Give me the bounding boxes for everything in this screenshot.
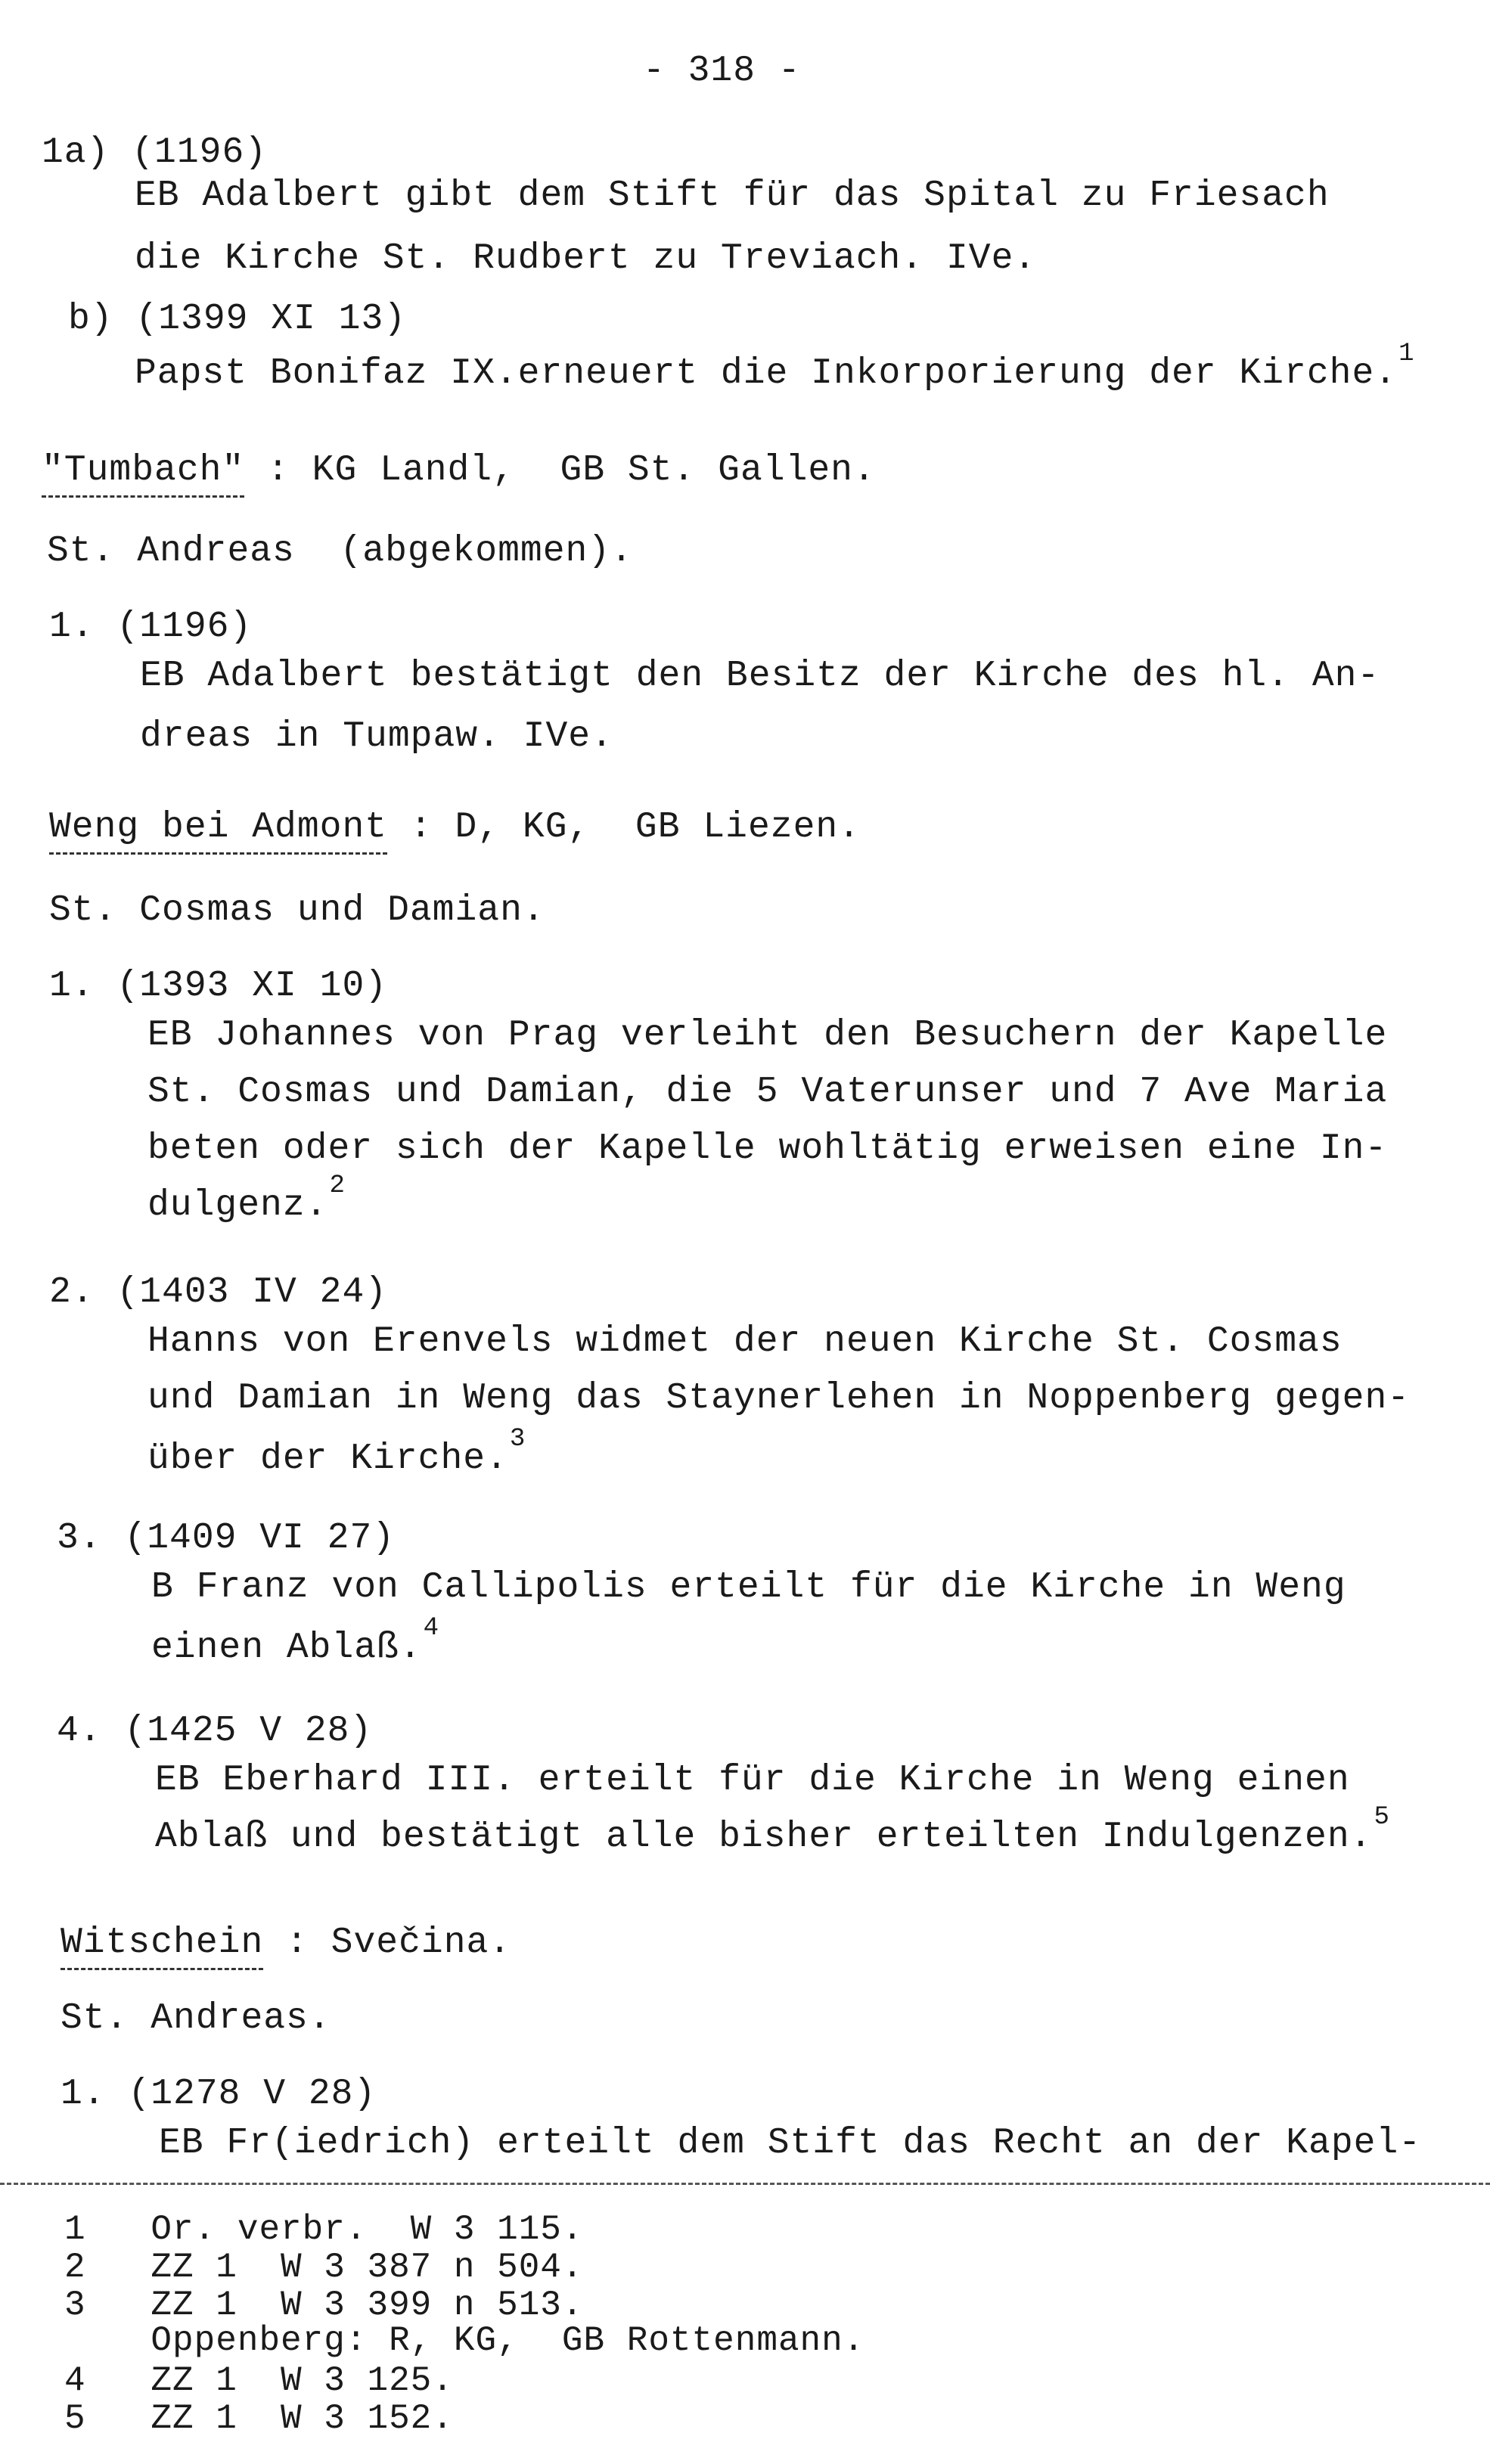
place-heading: Weng bei Admont : D, KG, GB Liezen. [49, 809, 861, 846]
entry-text-line: B Franz von Callipolis erteilt für die Kirche in Weng [151, 1567, 1346, 1608]
saint-heading: St. Andreas (abgekommen). [47, 531, 633, 572]
entry-text-line: dulgenz.$^2$ [147, 1171, 346, 1226]
page-number: - 318 - [643, 51, 801, 92]
entry-1a-text-line: die Kirche St. Rudbert zu Treviach. IVe. [135, 238, 1037, 279]
entry-text-line: EB Johannes von Prag verleiht den Besuchern der Kapelle [147, 1015, 1388, 1056]
entry-text-line: EB Eberhard III. erteilt für die Kirche in Weng einen [155, 1760, 1350, 1801]
footnote-ref: 1 [1398, 340, 1415, 368]
entry-text-line: Hanns von Erenvels widmet der neuen Kirche St. Cosmas [147, 1321, 1343, 1362]
place-name: Weng bei Admont [49, 807, 387, 855]
entry-text-line: und Damian in Weng das Staynerlehen in Noppenberg gegen- [147, 1378, 1411, 1419]
entry-text-line: einen Ablaß.$^4$ [151, 1614, 440, 1668]
footnote-ref: 2 [329, 1171, 346, 1200]
place-name: "Tumbach" [42, 450, 244, 498]
footnote-ref: 4 [423, 1614, 440, 1643]
footnote-separator [0, 2183, 1490, 2185]
saint-heading: St. Andreas. [61, 1998, 331, 2039]
footnote: 5 ZZ 1 W 3 152. [64, 2399, 454, 2438]
entry-heading: 1. (1393 XI 10) [49, 966, 388, 1007]
entry-heading: 2. (1403 IV 24) [49, 1272, 388, 1313]
footnote: 2 ZZ 1 W 3 387 n 504. [64, 2248, 584, 2287]
entry-heading: 3. (1409 VI 27) [57, 1518, 396, 1559]
place-heading: "Tumbach" : KG Landl, GB St. Gallen. [42, 452, 876, 489]
entry-text-line: beten oder sich der Kapelle wohltätig erweisen eine In- [147, 1128, 1388, 1169]
footnote: 3 ZZ 1 W 3 399 n 513. [64, 2286, 584, 2325]
entry-text-line: dreas in Tumpaw. IVe. [140, 716, 613, 757]
footnote-continuation: Oppenberg: R, KG, GB Rottenmann. [64, 2321, 865, 2360]
entry-text-line: über der Kirche.$^3$ [147, 1425, 526, 1479]
footnote-ref: 5 [1374, 1803, 1390, 1832]
place-heading: Witschein : Svečina. [61, 1925, 511, 1961]
entry-heading: 1. (1196) [49, 607, 253, 647]
entry-heading: 4. (1425 V 28) [57, 1711, 373, 1752]
place-name: Witschein [61, 1922, 263, 1970]
entry-text-line: EB Adalbert bestätigt den Besitz der Kirche des hl. An- [140, 656, 1380, 697]
footnote: 1 Or. verbr. W 3 115. [64, 2210, 584, 2249]
footnote: 4 ZZ 1 W 3 125. [64, 2361, 454, 2400]
entry-heading: 1. (1278 V 28) [61, 2074, 377, 2115]
entry-1b-heading: b) (1399 XI 13) [68, 299, 407, 340]
entry-text-line: EB Fr(iedrich) erteilt dem Stift das Recht an der Kapel- [159, 2123, 1422, 2164]
entry-1a-heading: 1a) (1196) [42, 132, 268, 173]
entry-text-line: St. Cosmas und Damian, die 5 Vaterunser und 7 Ave Maria [147, 1072, 1388, 1113]
entry-text-line: Ablaß und bestätigt alle bisher erteilten Indulgenzen.$^5$ [155, 1803, 1390, 1857]
entry-1a-text-line: EB Adalbert gibt dem Stift für das Spital zu Friesach [135, 175, 1330, 216]
saint-heading: St. Cosmas und Damian. [49, 890, 545, 931]
footnote-ref: 3 [509, 1425, 526, 1454]
entry-1b-text-line: Papst Bonifaz IX.erneuert die Inkorporierung der Kirche.$^1$ [135, 340, 1415, 394]
